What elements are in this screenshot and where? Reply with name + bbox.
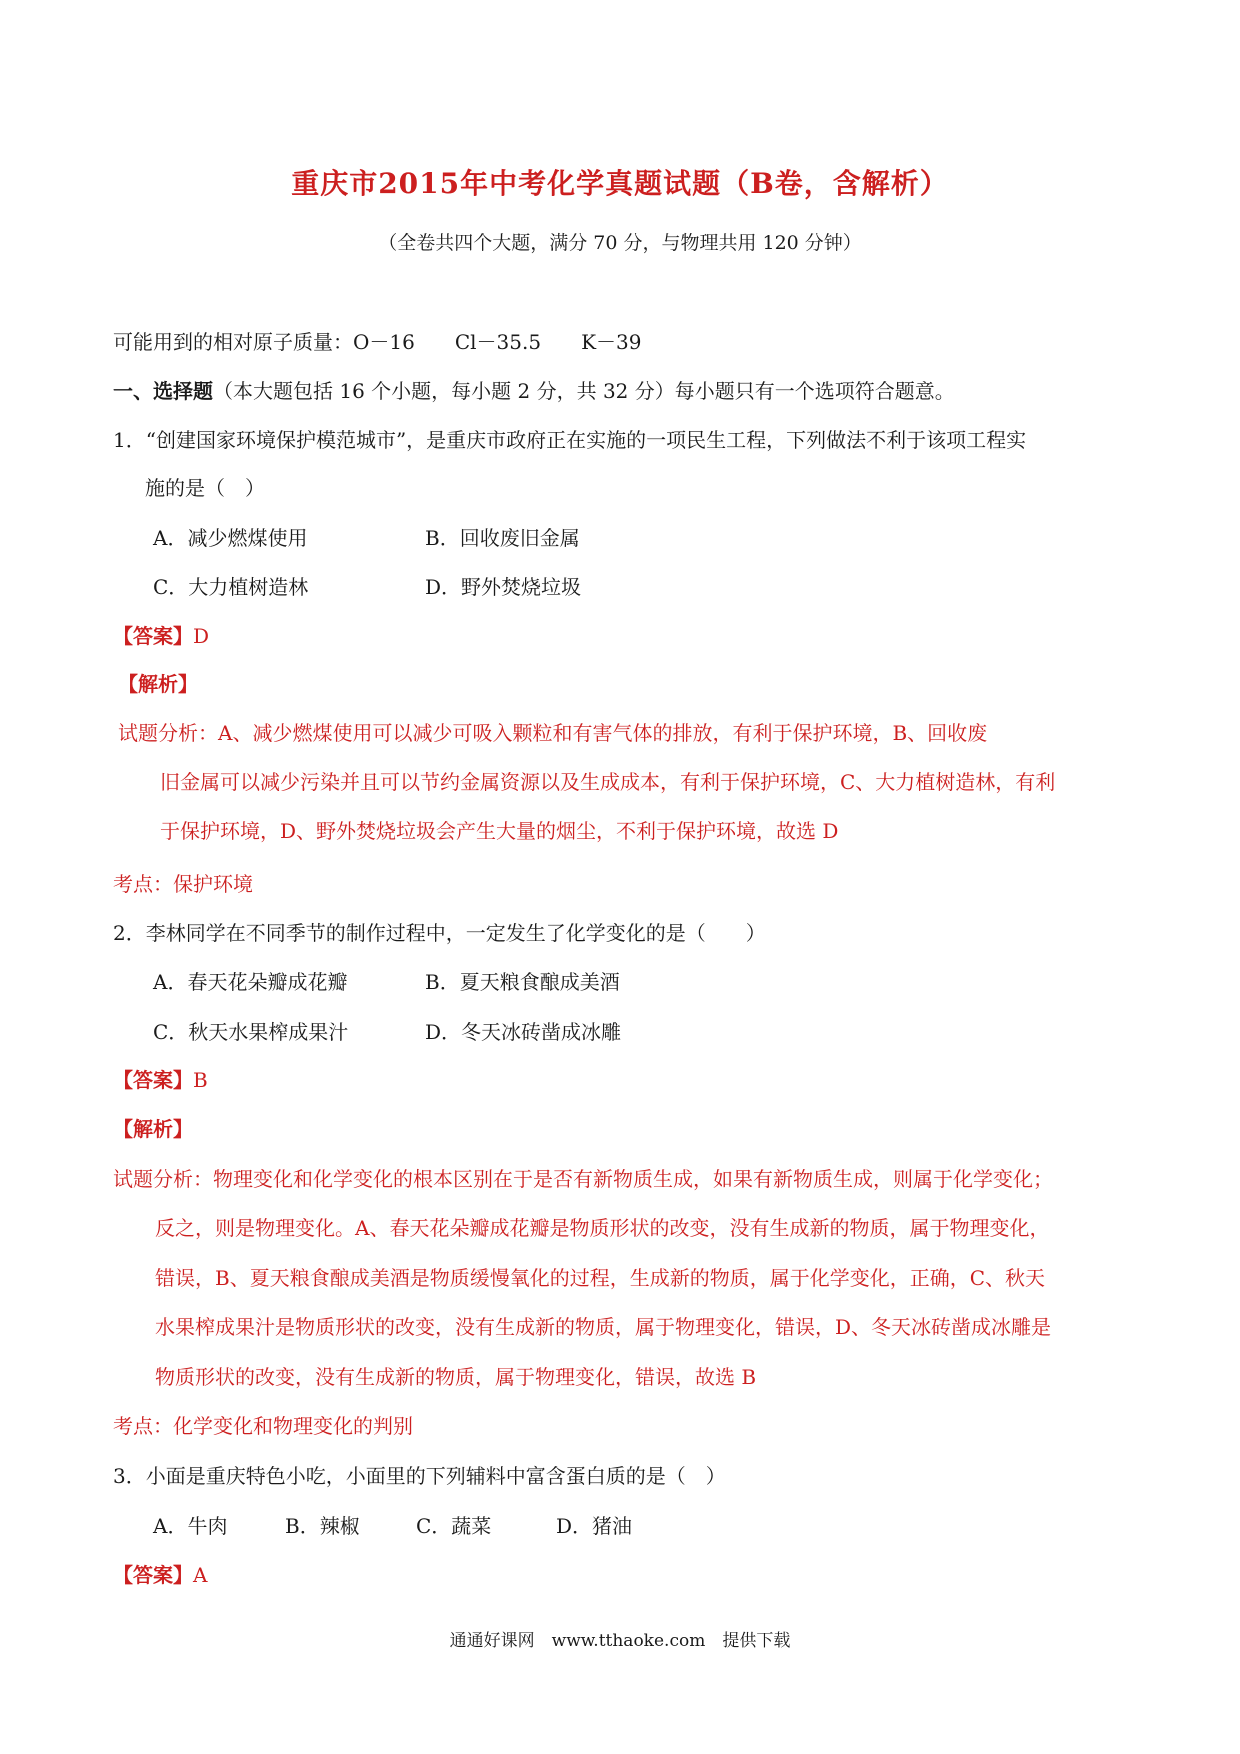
document-title: 重庆市2015年中考化学真题试题（B卷，含解析） [291, 167, 949, 200]
q3-option-d: D．猪油 [556, 1514, 633, 1538]
q2-answer-label: 【答案】 [113, 1068, 193, 1092]
q1-stem-line1: 1．“创建国家环境保护模范城市”，是重庆市政府正在实施的一项民生工程，下列做法不利于该项工程实 [113, 428, 1027, 452]
q1-analysis-line1: 试题分析：A、减少燃煤使用可以减少可吸入颗粒和有害气体的排放，有利于保护环境，B、回收废 [118, 721, 988, 745]
section-heading [113, 375, 955, 404]
q1-option-a: A．减少燃煤使用 [153, 526, 308, 550]
q1-option-d: D．野外焚烧垃圾 [425, 575, 582, 599]
q3-option-a: A．牛肉 [153, 1514, 228, 1538]
q3-answer-label: 【答案】 [113, 1563, 193, 1587]
q2-stem: 2．李林同学在不同季节的制作过程中，一定发生了化学变化的是（ ） [113, 921, 766, 945]
q1-analysis-line2: 旧金属可以减少污染并且可以节约金属资源以及生成成本，有利于保护环境，C、大力植树造林，有利 [160, 770, 1056, 794]
q2-analysis-line4: 水果榨成果汁是物质形状的改变，没有生成新的物质，属于物理变化，错误，D、冬天冰砖凿成冰雕是 [155, 1315, 1052, 1339]
q1-option-b: B．回收废旧金属 [425, 526, 580, 550]
q2-answer [113, 1064, 208, 1093]
q3-answer-value: A [193, 1563, 208, 1587]
q1-answer [113, 620, 209, 649]
q2-analysis-line2: 反之，则是物理变化。A、春天花朵瓣成花瓣是物质形状的改变，没有生成新的物质，属于物理变化， [155, 1216, 1050, 1240]
q2-analysis-line1: 试题分析：物理变化和化学变化的根本区别在于是否有新物质生成，如果有新物质生成，则属于化学变化； [113, 1167, 1053, 1191]
q2-point: 考点：化学变化和物理变化的判别 [113, 1414, 413, 1438]
q1-option-c: C．大力植树造林 [153, 575, 309, 599]
q3-answer [113, 1559, 207, 1588]
q2-analysis-line5: 物质形状的改变，没有生成新的物质，属于物理变化，错误，故选 B [155, 1365, 757, 1389]
section-heading-title: 一、选择题 [113, 379, 213, 403]
q1-stem-line2: 施的是（ ） [145, 476, 265, 500]
q1-answer-value: D [193, 624, 210, 648]
section-heading-desc: （本大题包括 16 个小题，每小题 2 分，共 32 分）每小题只有一个选项符合题意。 [213, 379, 955, 403]
atomic-masses: 可能用到的相对原子质量：O－16 Cl－35.5 K－39 [113, 330, 642, 354]
document-subtitle: （全卷共四个大题，满分 70 分，与物理共用 120 分钟） [378, 232, 862, 254]
q1-point: 考点：保护环境 [113, 872, 253, 896]
page-footer: 通通好课网 www.tthaoke.com 提供下载 [449, 1631, 791, 1651]
q2-option-b: B．夏天粮食酿成美酒 [425, 970, 620, 994]
q3-option-c: C．蔬菜 [416, 1514, 492, 1538]
q2-analysis-line3: 错误，B、夏天粮食酿成美酒是物质缓慢氧化的过程，生成新的物质，属于化学变化，正确，C、秋天 [155, 1266, 1045, 1290]
q2-analysis-label: 【解析】 [113, 1117, 193, 1141]
q3-stem: 3．小面是重庆特色小吃，小面里的下列辅料中富含蛋白质的是（ ） [113, 1464, 726, 1488]
q1-analysis-line3: 于保护环境，D、野外焚烧垃圾会产生大量的烟尘，不利于保护环境，故选 D [160, 819, 839, 843]
q2-answer-value: B [193, 1068, 208, 1092]
q2-option-c: C．秋天水果榨成果汁 [153, 1020, 349, 1044]
q3-option-b: B．辣椒 [285, 1514, 360, 1538]
q1-answer-label: 【答案】 [113, 624, 193, 648]
q1-analysis-label: 【解析】 [118, 672, 198, 696]
q2-option-d: D．冬天冰砖凿成冰雕 [425, 1020, 622, 1044]
q2-option-a: A．春天花朵瓣成花瓣 [153, 970, 348, 994]
